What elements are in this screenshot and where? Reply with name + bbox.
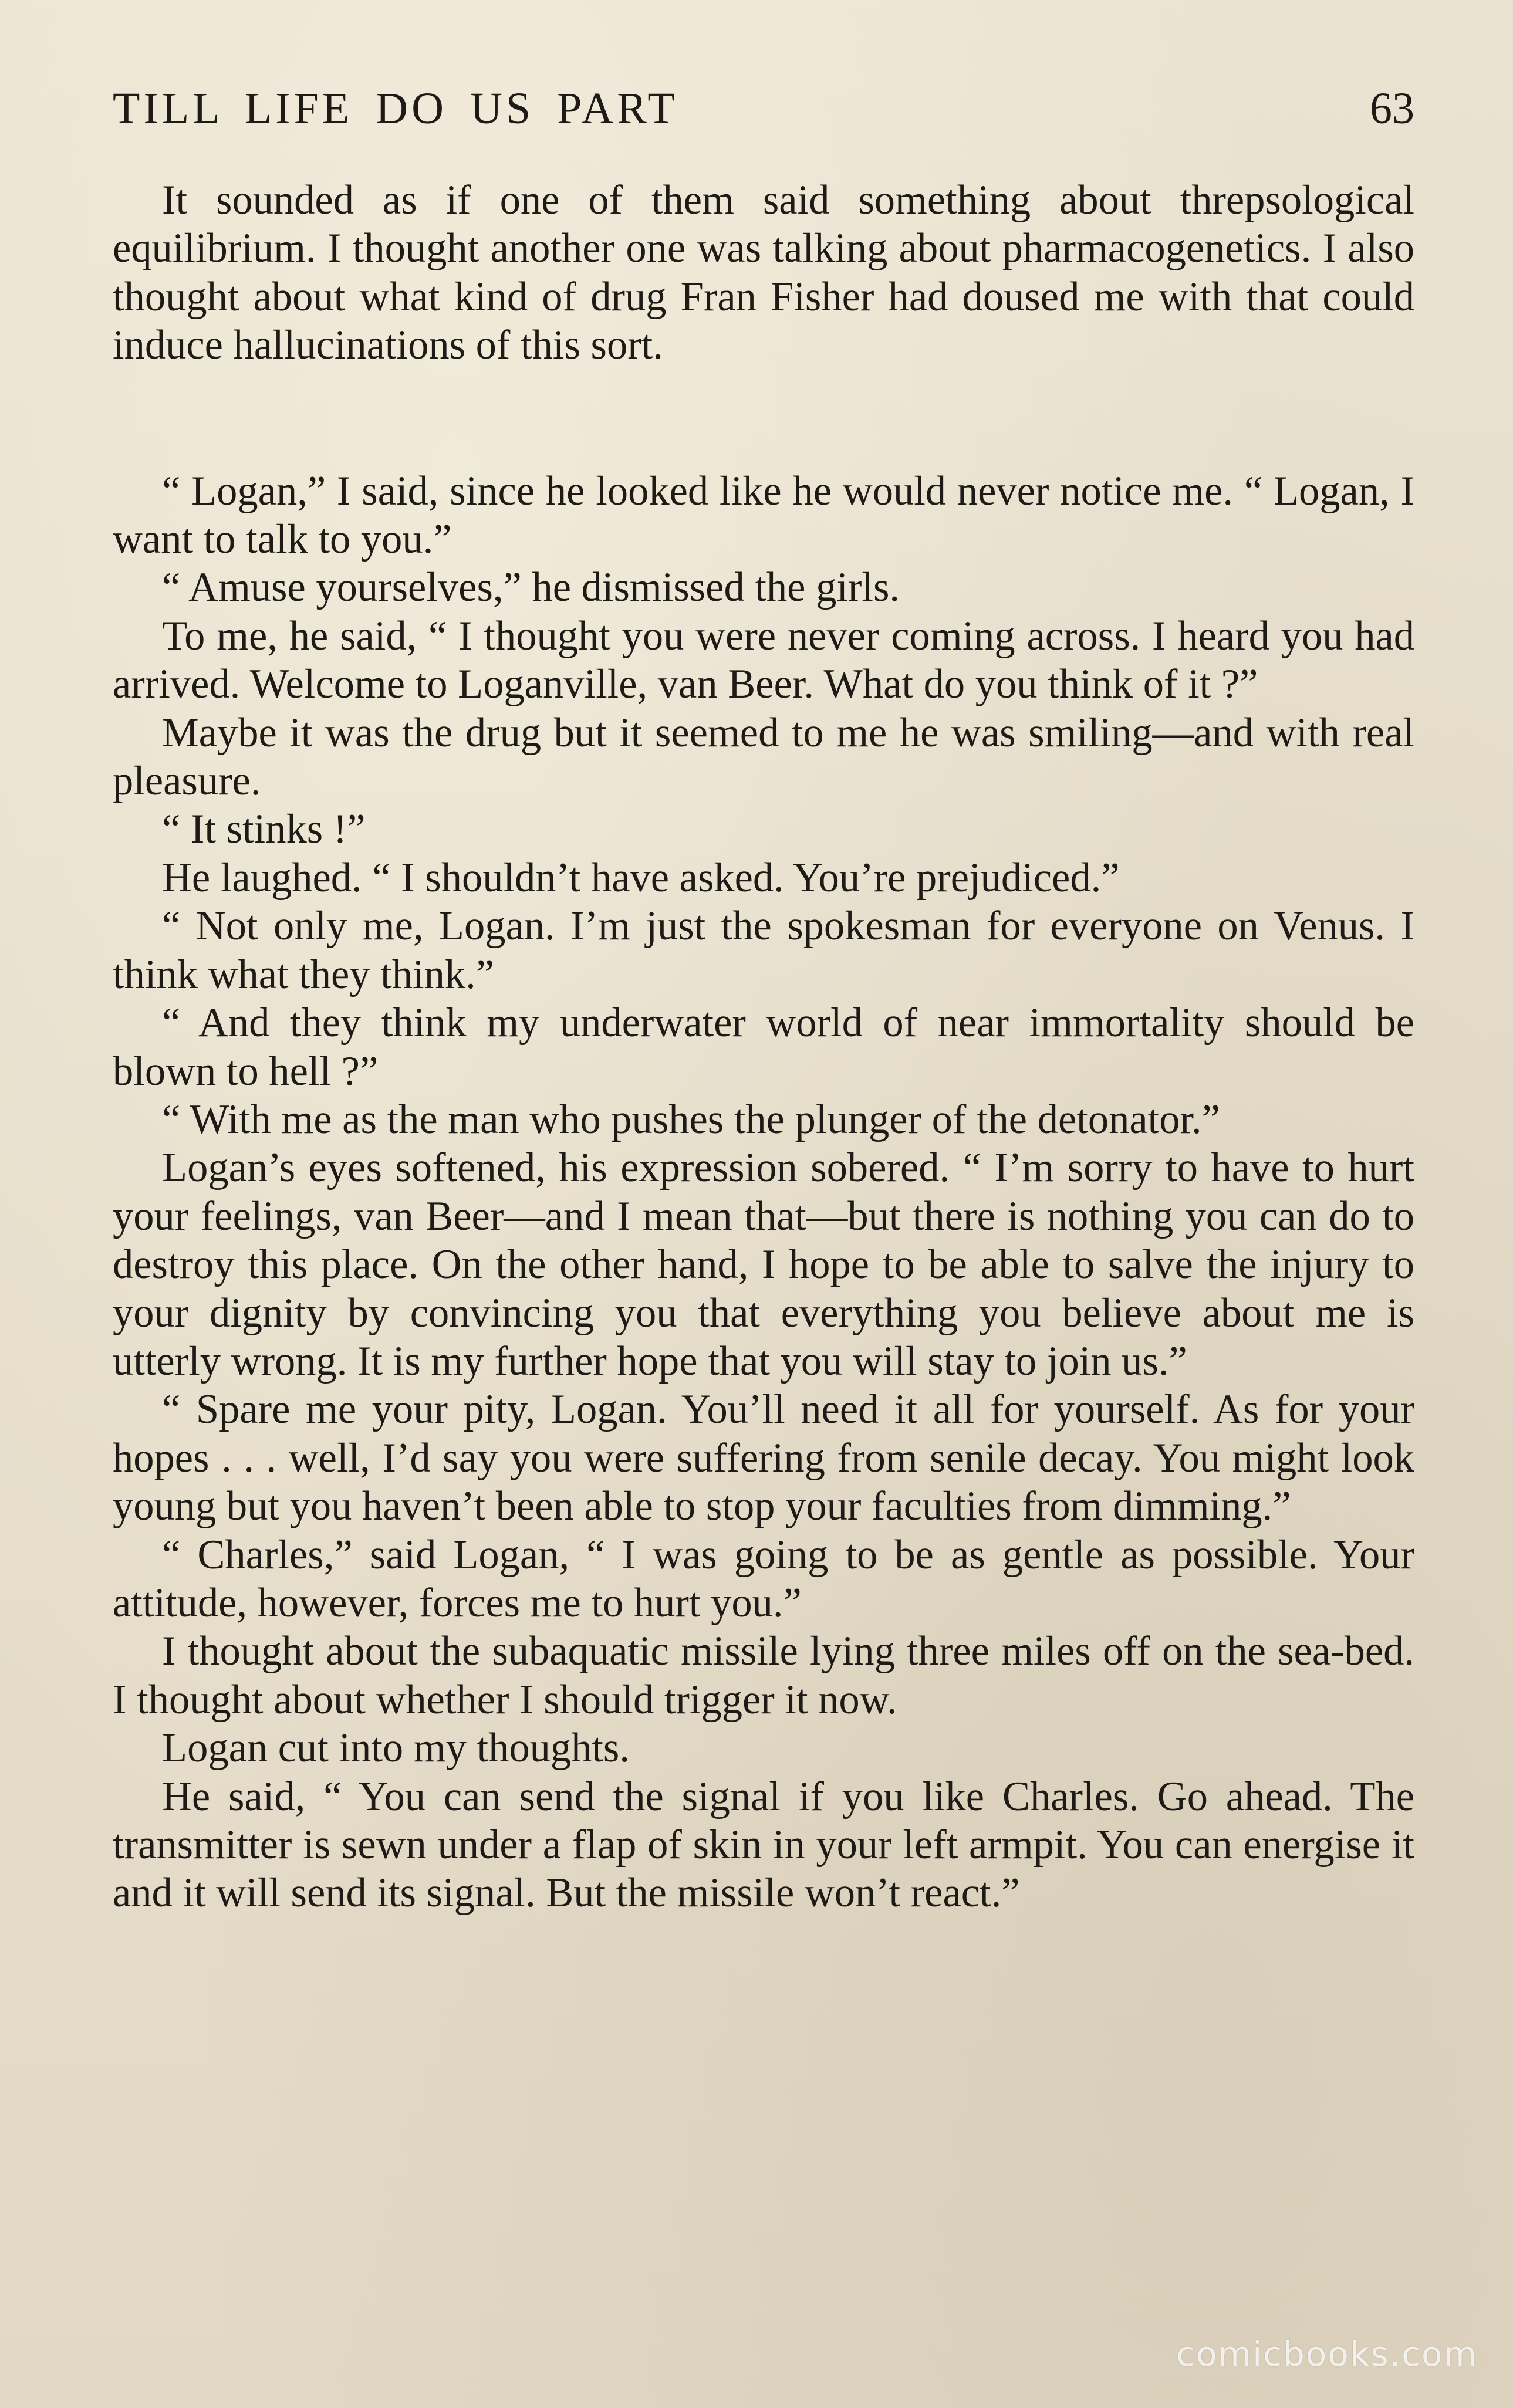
paragraph: “ It stinks !” [162, 806, 366, 853]
watermark-logo: comicbooks.com [1176, 2334, 1478, 2374]
paragraph: He laughed. “ I shouldn’t have asked. You’re prejudiced.” [162, 854, 1120, 901]
page-number: 63 [1370, 84, 1414, 133]
paragraph: “ Amuse yourselves,” he dismissed the girls. [162, 564, 900, 611]
paragraph: “ Spare me your pity, Logan. You’ll need it all for yourself. As for your hopes . . . well, I’d say you were suffering from senile decay. You might look young but you haven’t been able to stop your faculties from dimming.” [113, 1386, 1414, 1530]
paragraph: Logan cut into my thoughts. [162, 1725, 630, 1771]
paragraph: “ And they think my underwater world of near immortality should be blown to hell ?” [113, 1000, 1414, 1094]
paragraph: “ Not only me, Logan. I’m just the spokesman for everyone on Venus. I think what they think.” [113, 903, 1414, 997]
paragraph: I thought about the subaquatic missile lying three miles off on the sea-bed. I thought about whether I should trigger it now. [113, 1628, 1414, 1723]
body-text [113, 176, 1414, 1917]
running-title: TILL LIFE DO US PART [113, 84, 678, 133]
paragraph: Maybe it was the drug but it seemed to me he was smiling—and with real pleasure. [113, 709, 1414, 804]
paragraph: He said, “ You can send the signal if you like Charles. Go ahead. The transmitter is sewn under a flap of skin in your left armpit. You can energise it and it will send its signal. But the missile won’t react.” [113, 1773, 1414, 1916]
paragraph: Logan’s eyes softened, his expression sobered. “ I’m sorry to have to hurt your feelings, van Beer—and I mean that—but there is nothing you can do to destroy this place. On the other hand, I hope to be able to salve the injury to your dignity by convincing you that everything you believe about me is utterly wrong. It is my further hope that you will stay to join us.” [113, 1145, 1414, 1384]
paragraph: “ Charles,” said Logan, “ I was going to be as gentle as possible. Your attitude, however, forces me to hurt you.” [113, 1531, 1414, 1626]
paragraph: “ Logan,” I said, since he looked like he would never notice me. “ Logan, I want to talk to you.” [113, 468, 1414, 563]
paragraph: “ With me as the man who pushes the plunger of the detonator.” [162, 1096, 1220, 1142]
paragraph: It sounded as if one of them said something about threpsological equilibrium. I thought another one was talking about pharmacogenetics. I also thought about what kind of drug Fran Fisher had doused me with that could induce hallucinations of this sort. [113, 177, 1414, 368]
running-head [113, 82, 1414, 135]
paragraph: To me, he said, “ I thought you were never coming across. I heard you had arrived. Welcome to Loganville, van Beer. What do you think of it ?” [113, 613, 1414, 708]
